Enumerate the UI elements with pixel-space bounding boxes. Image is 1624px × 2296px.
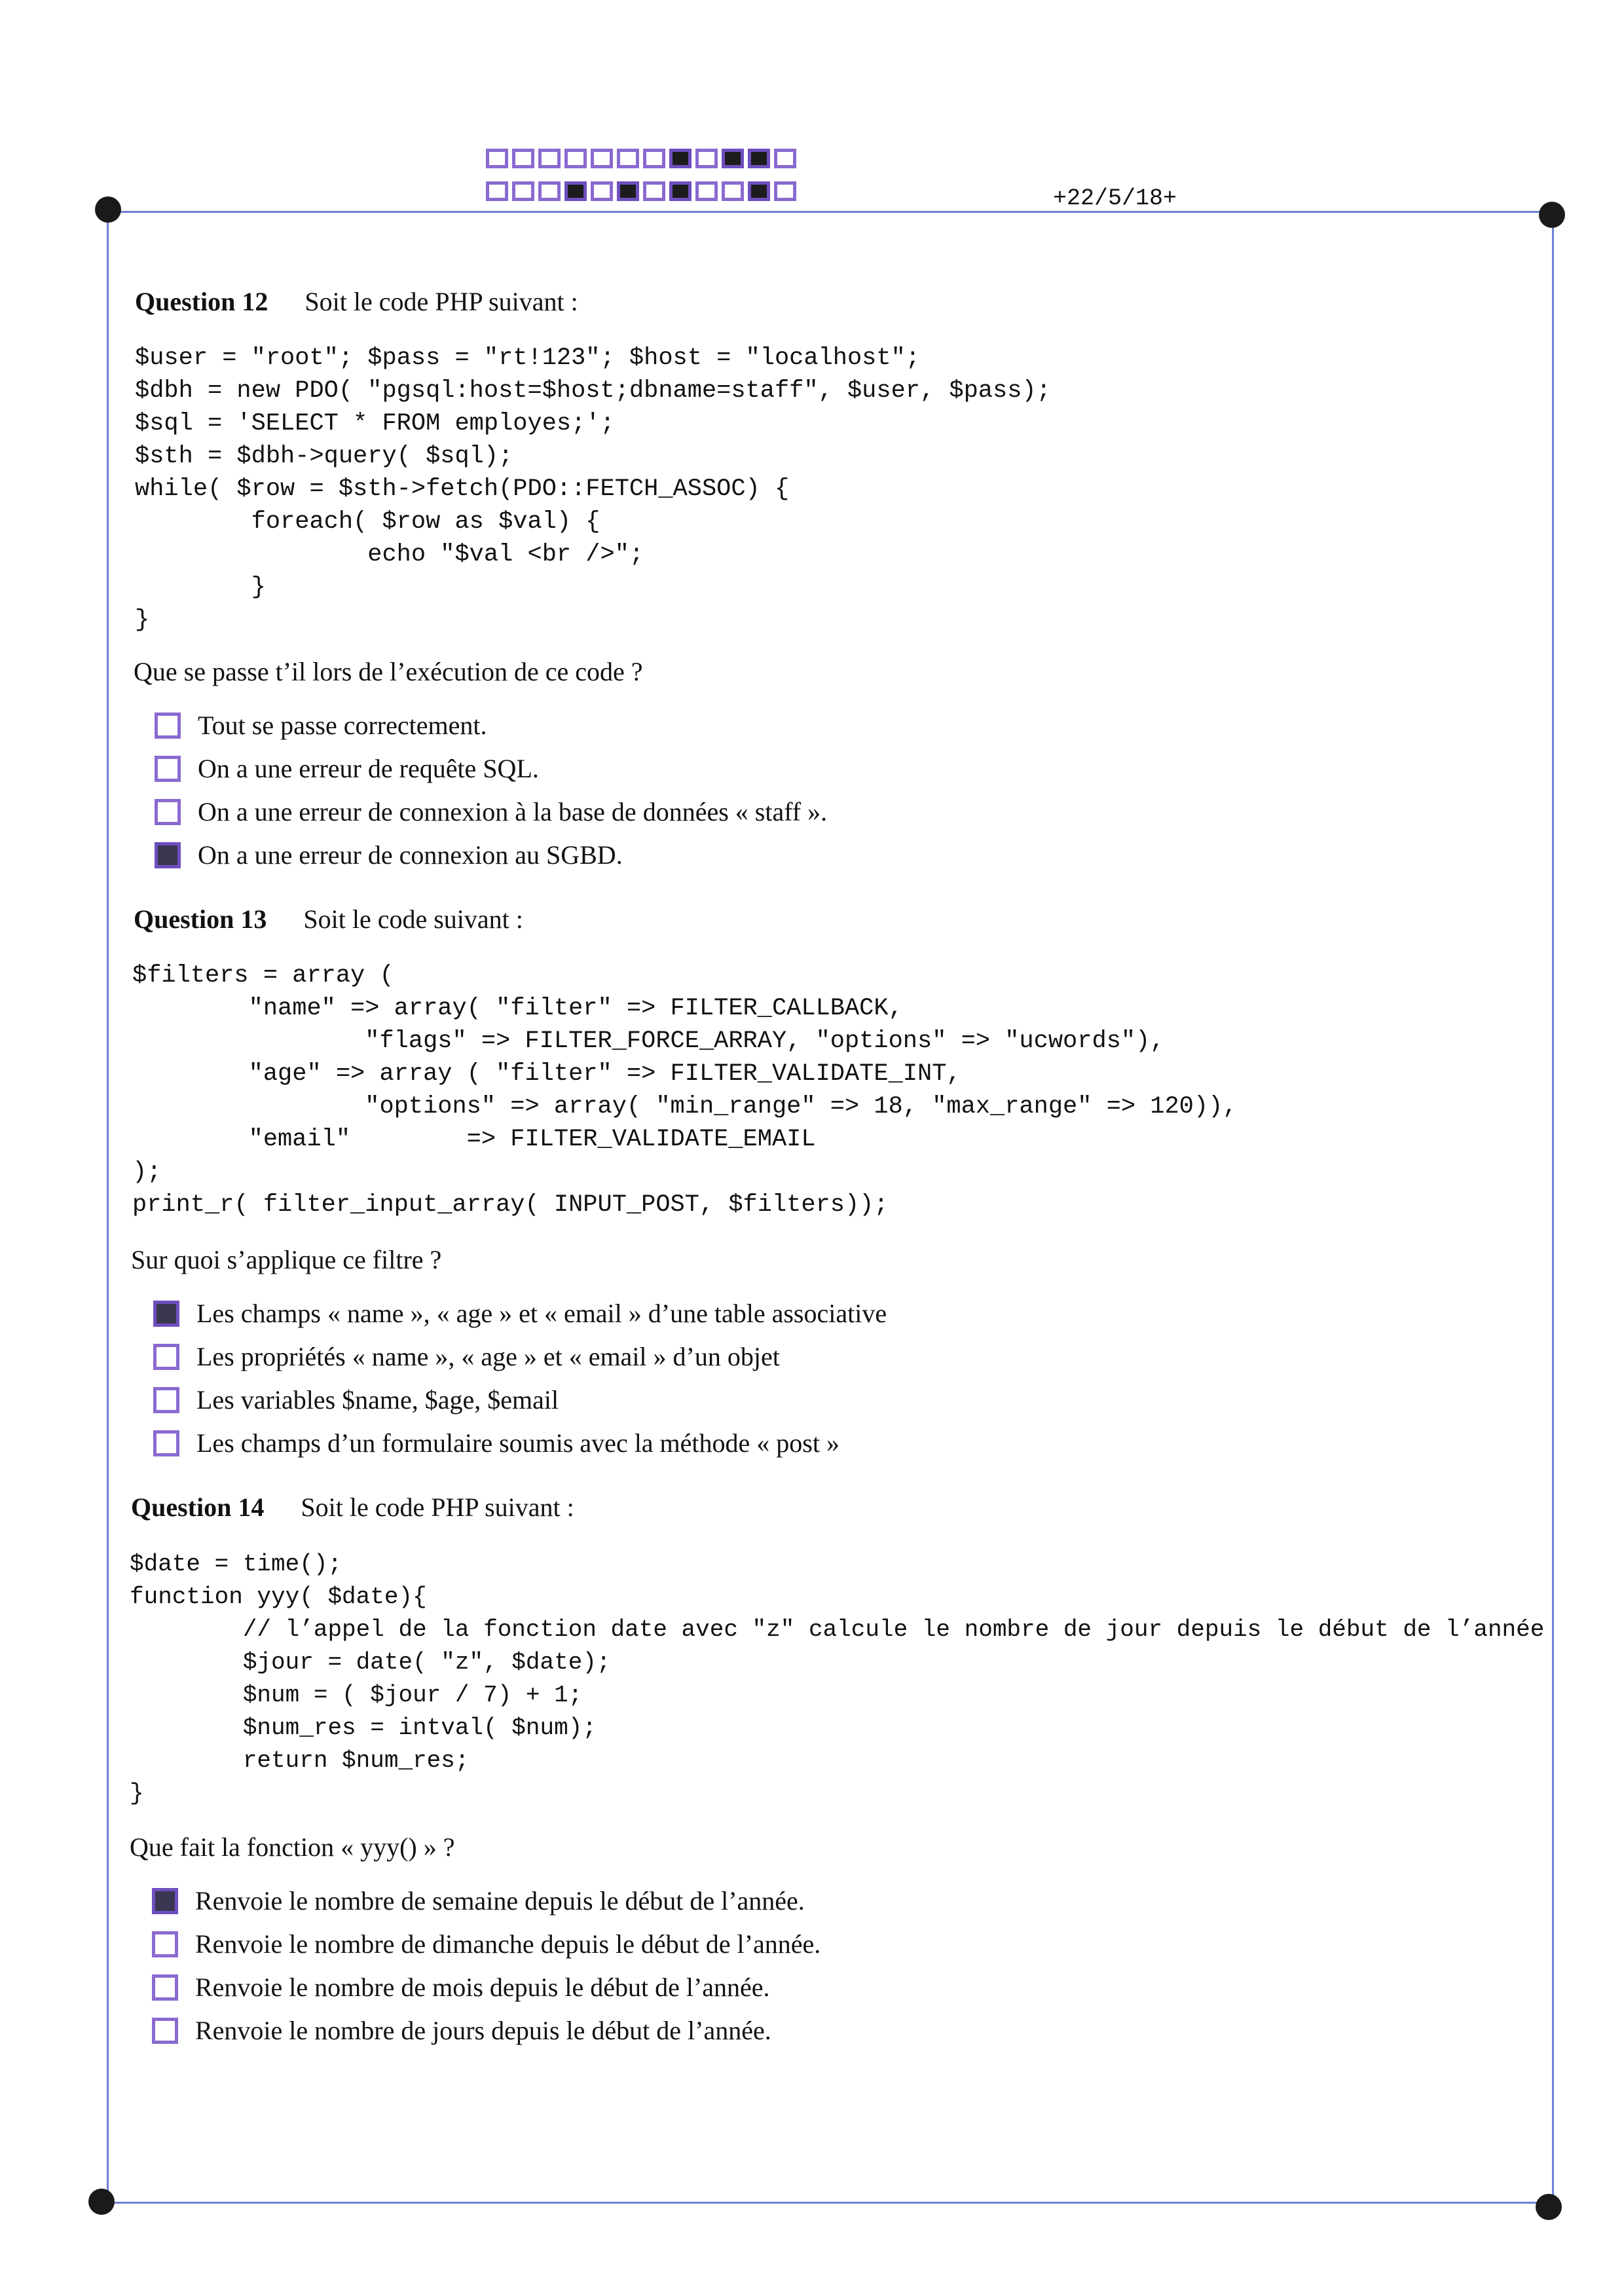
- question-14-code: $date = time(); function yyy( $date){ // l’appel de la fonction date avec "z" calcule le nombre de jour depuis le début de l’année $jour = date( "z", $date); $num = ( $jour / 7) + 1; $num_res = intval( $num); return $num_res; }: [130, 1551, 1545, 1807]
- answer-label: Les champs d’un formulaire soumis avec la méthode « post »: [196, 1428, 840, 1458]
- page-code-row-2-cell: [617, 181, 639, 201]
- page-code-row-1-cell: [617, 149, 639, 168]
- answer-label: Les variables $name, $age, $email: [196, 1385, 559, 1415]
- answer-label: Renvoie le nombre de dimanche depuis le début de l’année.: [195, 1929, 821, 1959]
- question-13-header: [134, 904, 523, 935]
- page-code-row-2-cell: [722, 181, 744, 201]
- answer-checkbox[interactable]: [155, 756, 181, 782]
- page-code-row-1-cell: [669, 149, 692, 168]
- question-12-code: $user = "root"; $pass = "rt!123"; $host = "localhost"; $dbh = new PDO( "pgsql:host=$host;dbname=staff", $user, $pass); $sql = 'SELECT * FROM employes;'; $sth = $dbh->query( $sql); while( $row = $sth->fetch(PDO::FETCH_ASSOC) { foreach( $row as $val) { echo "$val <br />"; } }: [135, 344, 1051, 634]
- question-intro: Soit le code suivant :: [303, 904, 523, 934]
- page-code-row-1-cell: [774, 149, 796, 168]
- answer-checkbox[interactable]: [153, 1387, 179, 1413]
- page-code-row-1-cell: [486, 149, 508, 168]
- answer-checkbox[interactable]: [153, 1301, 179, 1327]
- question-13-prompt: Sur quoi s’applique ce filtre ?: [131, 1245, 442, 1274]
- page-code-row-2-cell: [512, 181, 534, 201]
- answer-choice[interactable]: [155, 796, 827, 827]
- page-code-row-2-cell: [774, 181, 796, 201]
- answer-checkbox[interactable]: [152, 1931, 178, 1957]
- page-code-row-2: [486, 181, 800, 201]
- page-code-row-1: [486, 149, 800, 168]
- page-code-row-2-cell: [486, 181, 508, 201]
- answer-label: On a une erreur de connexion au SGBD.: [198, 840, 623, 870]
- page-code-row-1-cell: [748, 149, 770, 168]
- answer-checkbox[interactable]: [153, 1430, 179, 1456]
- corner-mark-bottom-right: [1536, 2194, 1562, 2220]
- page-code-row-1-cell: [512, 149, 534, 168]
- page-code-row-1-cell: [643, 149, 665, 168]
- answer-label: Les champs « name », « age » et « email » d’une table associative: [196, 1299, 887, 1328]
- answer-choice[interactable]: [153, 1384, 559, 1415]
- page-code-row-2-cell: [669, 181, 692, 201]
- question-12-prompt: Que se passe t’il lors de l’exécution de ce code ?: [134, 657, 643, 686]
- question-intro: Soit le code PHP suivant :: [304, 287, 578, 316]
- answer-choice[interactable]: [153, 1298, 887, 1329]
- answer-label: Tout se passe correctement.: [198, 711, 487, 740]
- question-12-header: [135, 286, 578, 317]
- answer-checkbox[interactable]: [155, 713, 181, 739]
- question-number: Question 13: [134, 904, 267, 934]
- answer-checkbox[interactable]: [152, 1974, 178, 2001]
- answer-choice[interactable]: [152, 1929, 821, 1959]
- frame-left-line: [107, 211, 109, 2202]
- answer-choice[interactable]: [152, 1885, 805, 1916]
- question-13-code: $filters = array ( "name" => array( "filter" => FILTER_CALLBACK, "flags" => FILTER_FORCE_ARRAY, "options" => "ucwords"), "age" => array ( "filter" => FILTER_VALIDATE_INT, "options" => array( "min_range" => 18, "max_range" => 120)), "email" => FILTER_VALIDATE_EMAIL ); print_r( filter_input_array( INPUT_POST, $filters));: [132, 962, 1238, 1219]
- answer-label: Renvoie le nombre de mois depuis le début de l’année.: [195, 1972, 770, 2002]
- question-intro: Soit le code PHP suivant :: [301, 1492, 574, 1522]
- question-14-header: [131, 1492, 574, 1523]
- answer-choice[interactable]: [152, 2015, 771, 2046]
- answer-checkbox[interactable]: [153, 1344, 179, 1370]
- answer-choice[interactable]: [153, 1341, 780, 1372]
- answer-label: Les propriétés « name », « age » et « email » d’un objet: [196, 1342, 780, 1371]
- page-code-row-1-cell: [695, 149, 718, 168]
- question-number: Question 14: [131, 1492, 265, 1522]
- frame-bottom-line: [101, 2202, 1547, 2204]
- corner-mark-top-left: [95, 196, 121, 223]
- answer-choice[interactable]: [153, 1428, 840, 1458]
- page-code-row-1-cell: [591, 149, 613, 168]
- page-code-row-2-cell: [695, 181, 718, 201]
- page-code-row-1-cell: [722, 149, 744, 168]
- answer-checkbox[interactable]: [152, 1888, 178, 1914]
- answer-checkbox[interactable]: [155, 799, 181, 825]
- corner-mark-top-right: [1539, 202, 1565, 228]
- frame-top-line: [108, 211, 1554, 213]
- page-code-row-2-cell: [643, 181, 665, 201]
- answer-choice[interactable]: [155, 753, 539, 784]
- page-code-row-2-cell: [564, 181, 587, 201]
- page-code-row-1-cell: [538, 149, 561, 168]
- page-code-row-2-cell: [591, 181, 613, 201]
- answer-choice[interactable]: [155, 840, 623, 870]
- page-id: +22/5/18+: [1053, 185, 1177, 212]
- answer-label: On a une erreur de connexion à la base de données « staff ».: [198, 797, 828, 826]
- question-14-prompt: Que fait la fonction « yyy() » ?: [130, 1832, 455, 1862]
- page-code-row-2-cell: [748, 181, 770, 201]
- question-number: Question 12: [135, 287, 268, 316]
- answer-label: Renvoie le nombre de jours depuis le début de l’année.: [195, 2016, 771, 2045]
- page-code-row-1-cell: [564, 149, 587, 168]
- answer-choice[interactable]: [152, 1972, 770, 2003]
- frame-right-line: [1552, 216, 1554, 2204]
- page-code-row-2-cell: [538, 181, 561, 201]
- answer-checkbox[interactable]: [152, 2018, 178, 2044]
- answer-label: Renvoie le nombre de semaine depuis le début de l’année.: [195, 1886, 805, 1916]
- corner-mark-bottom-left: [88, 2189, 115, 2215]
- answer-checkbox[interactable]: [155, 842, 181, 868]
- answer-choice[interactable]: [155, 710, 487, 741]
- answer-label: On a une erreur de requête SQL.: [198, 754, 539, 783]
